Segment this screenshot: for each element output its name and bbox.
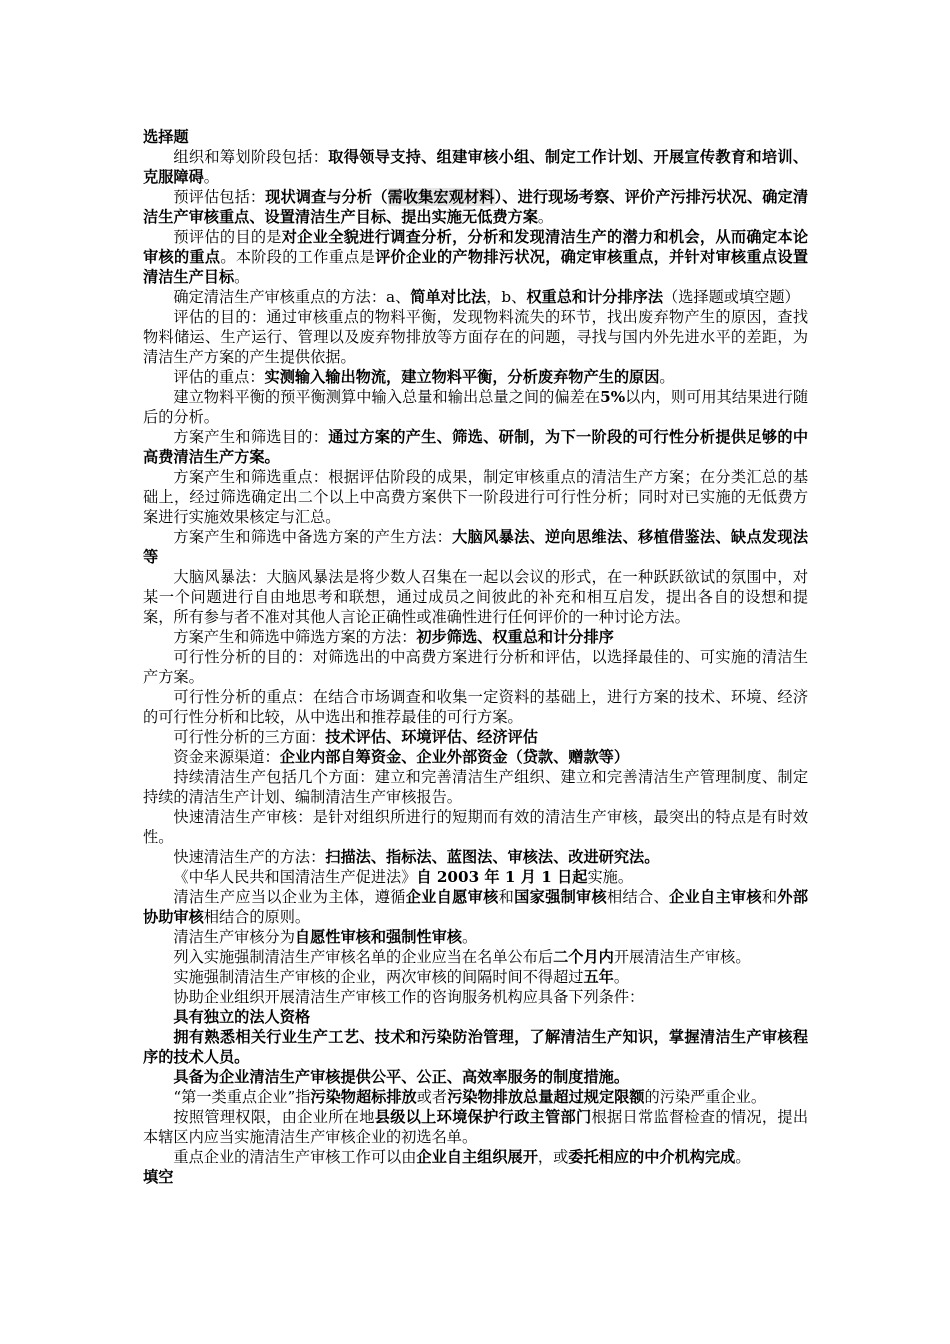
text-run: 开展清洁生产审核。	[613, 948, 751, 966]
paragraph	[143, 527, 808, 567]
paragraph	[143, 1147, 808, 1167]
paragraph	[143, 727, 808, 747]
bold-text: 实测输入输出物流，建立物料平衡，分析废弃物产生的原因	[264, 368, 660, 386]
text-run: 实施强制清洁生产审核的企业，两次审核的间隔时间不得超过	[173, 968, 584, 986]
bold-text: 取得领导支持、组建审核小组、制定工作计划、开展宣传教育和培训、克服障碍	[143, 148, 809, 186]
paragraph	[143, 147, 808, 187]
text-run: 相结合的原则。	[203, 908, 311, 926]
bold-text: 需收集宏观材料	[387, 188, 495, 206]
text-run: 评估的重点：	[173, 368, 265, 386]
text-run: 《中华人民共和国清洁生产促进法》	[173, 868, 417, 886]
text-run: 和	[498, 888, 515, 906]
text-run: 。	[659, 368, 675, 386]
bold-text: 拥有熟悉相关行业生产工艺、技术和污染防治管理，了解清洁生产知识，掌握清洁生产审核程序的技术人员。	[143, 1028, 808, 1066]
text-run: 或者	[416, 1088, 448, 1106]
text-run: “第一类重点企业”指	[173, 1088, 311, 1106]
text-run: 预评估包括：	[173, 188, 266, 206]
text-run: 资金来源渠道：	[173, 748, 280, 766]
text-run: 确定清洁生产审核重点的方法：a、	[173, 288, 411, 306]
text-run: 。	[234, 268, 250, 286]
bold-text: 权重总和计分排序法	[526, 288, 663, 306]
text-run: 重点企业的清洁生产审核工作可以由	[173, 1148, 417, 1166]
paragraph	[143, 807, 808, 847]
text-run: 方案产生和筛选中备选方案的产生方法：	[173, 528, 453, 546]
text-run: 以内，则可用其结果进行随后的分析。	[143, 388, 809, 426]
bold-text: 企业自愿审核	[405, 888, 499, 906]
bold-text: 污染物排放总量超过规定限额	[447, 1088, 645, 1106]
document-body	[143, 147, 808, 1167]
bold-text: 外部协助审核	[143, 888, 809, 926]
paragraph	[143, 1087, 808, 1107]
bold-text: 污染物超标排放	[310, 1088, 417, 1106]
paragraph	[143, 227, 808, 287]
paragraph	[143, 747, 808, 767]
bold-text: 具备为企业清洁生产审核提供公平、公正、高效率服务的制度措施。	[173, 1068, 630, 1086]
text-run: （选择题或填空题）	[663, 288, 800, 306]
paragraph	[143, 867, 808, 887]
text-run: 方案产生和筛选中筛选方案的方法：	[173, 628, 417, 646]
paragraph	[143, 467, 808, 527]
bold-text: 企业自主组织展开	[416, 1148, 538, 1166]
bold-text: 评价企业的产物排污状况，确定审核重点，并针对审核重点设置清洁生产目标	[143, 248, 809, 286]
bold-text: 委托相应的中介机构完成	[568, 1148, 736, 1166]
text-run: ，b、	[486, 288, 527, 306]
paragraph	[143, 427, 808, 467]
paragraph	[143, 567, 808, 627]
text-run: 可行性分析的三方面：	[173, 728, 326, 746]
paragraph	[143, 947, 808, 967]
section-heading-fill: 填空	[143, 1168, 174, 1186]
text-run: 可行性分析的目的：对筛选出的中高费方案进行分析和评估，以选择最佳的、可实施的清洁生产方案。	[143, 648, 808, 686]
paragraph	[143, 367, 808, 387]
bold-text: 简单对比法	[410, 288, 487, 306]
paragraph	[143, 767, 808, 807]
text-run: 清洁生产审核分为	[173, 928, 295, 946]
text-run: 相结合、	[607, 888, 669, 906]
text-run: ，或	[537, 1148, 569, 1166]
paragraph	[143, 307, 808, 367]
text-run: 方案产生和筛选重点：根据评估阶段的成果，制定审核重点的清洁生产方案；在分类汇总的基础上，经过筛选确定出二个以上中高费方案供下一阶段进行可行性分析；同时对已实施的无低费方案进行实施效果核定与汇总。	[143, 468, 808, 526]
text-run: 大脑风暴法：大脑风暴法是将少数人召集在一起以会议的形式，在一种跃跃欲试的氛围中，对某一个问题进行自由地思考和联想，通过成员之间彼此的补充和相互启发，提出各自的设想和提案，所有参与者不准对其他人言论正确性或准确性进行任何评价的一种讨论方法。	[143, 568, 808, 626]
bold-text: 二个月内	[553, 948, 614, 966]
paragraph	[143, 847, 808, 867]
bold-text: 自愿性审核和强制性审核	[294, 928, 462, 946]
bold-text: 企业内部自筹资金、企业外部资金（贷款、赠款等）	[279, 748, 630, 766]
paragraph	[143, 1067, 808, 1087]
bold-text: 对企业全貌进行调查分析，分析和发现清洁生产的潜力和机会，从而确定本论审核的重点	[143, 228, 809, 266]
text-run: 根据日常监督检查的情况，提出本辖区内应当实施清洁生产审核企业的初选名单。	[143, 1108, 809, 1146]
bold-text: 现状调查与分析（	[265, 188, 388, 206]
bold-text: 大脑风暴法、逆向思维法、移植借鉴法、缺点发现法等	[143, 528, 809, 566]
bold-text: 国家强制审核	[514, 888, 608, 906]
text-run: 方案产生和筛选目的：	[173, 428, 329, 446]
bold-text: ）、进行现场考察、评价产污排污状况、确定清洁生产审核重点、设置清洁生产目标、提出实施无低费方案	[143, 188, 809, 226]
text-run: 持续清洁生产包括几个方面：建立和完善清洁生产组织、建立和完善清洁生产管理制度、制定持续的清洁生产计划、编制清洁生产审核报告。	[143, 768, 808, 806]
document-page	[143, 127, 808, 1187]
text-run: 。	[613, 968, 630, 986]
bold-text: 五年	[583, 968, 614, 986]
paragraph	[143, 387, 808, 427]
paragraph	[143, 647, 808, 687]
paragraph	[143, 1107, 808, 1147]
bold-text: 通过方案的产生、筛选、研制，为下一阶段的可行性分析提供足够的中高费清洁生产方案。	[143, 428, 809, 466]
section-heading-choice: 选择题	[143, 128, 189, 146]
bold-text: 县级以上环境保护行政主管部门	[374, 1108, 592, 1126]
bold-text: 自 2003 年 1 月 1 日起	[416, 868, 588, 886]
paragraph	[143, 287, 808, 307]
text-run: 按照管理权限，由企业所在地	[173, 1108, 375, 1126]
paragraph	[143, 967, 808, 987]
paragraph	[143, 927, 808, 947]
paragraph	[143, 187, 808, 227]
text-run: 。	[735, 1148, 751, 1166]
text-run: 建立物料平衡的预平衡测算中输入总量和输出总量之间的偏差在	[173, 388, 601, 406]
paragraph	[143, 627, 808, 647]
text-run: 和	[761, 888, 778, 906]
text-run: 的污染严重企业。	[644, 1088, 767, 1106]
paragraph	[143, 687, 808, 727]
paragraph	[143, 987, 808, 1007]
text-run: 列入实施强制清洁生产审核名单的企业应当在名单公布后	[173, 948, 554, 966]
text-run: 预评估的目的是	[173, 228, 282, 246]
text-run: 快速清洁生产的方法：	[173, 848, 326, 866]
text-run: 。	[537, 208, 554, 226]
bold-text: 扫描法、指标法、蓝图法、审核法、改进研究法。	[325, 848, 660, 866]
bold-text: 具有独立的法人资格	[173, 1008, 311, 1026]
text-run: 协助企业组织开展清洁生产审核工作的咨询服务机构应具备下列条件：	[173, 988, 645, 1006]
text-run: 可行性分析的重点：在结合市场调查和收集一定资料的基础上，进行方案的技术、环境、经济的可行性分析和比较，从中选出和推荐最佳的可行方案。	[143, 688, 808, 726]
text-run: 。本阶段的工作重点是	[220, 248, 376, 266]
text-run: 实施。	[587, 868, 634, 886]
paragraph	[143, 1007, 808, 1027]
bold-text: 企业自主审核	[668, 888, 762, 906]
bold-text: 5%	[600, 388, 626, 406]
text-run: 评估的目的：通过审核重点的物料平衡，发现物料流失的环节，找出废弃物产生的原因，查找物料储运、生产运行、管理以及废弃物排放等方面存在的问题，寻找与国内外先进水平的差距，为清洁生产方案的产生提供依据。	[143, 308, 808, 366]
text-run: 组织和筹划阶段包括：	[173, 148, 329, 166]
text-run: 快速清洁生产审核：是针对组织所进行的短期而有效的清洁生产审核，最突出的特点是有时效性。	[143, 808, 808, 846]
text-run: 。	[461, 928, 478, 946]
paragraph	[143, 1027, 808, 1067]
text-run: 。	[203, 168, 219, 186]
paragraph	[143, 887, 808, 927]
text-run: 清洁生产应当以企业为主体，遵循	[173, 888, 406, 906]
bold-text: 技术评估、环境评估、经济评估	[325, 728, 538, 746]
bold-text: 初步筛选、权重总和计分排序	[416, 628, 614, 646]
